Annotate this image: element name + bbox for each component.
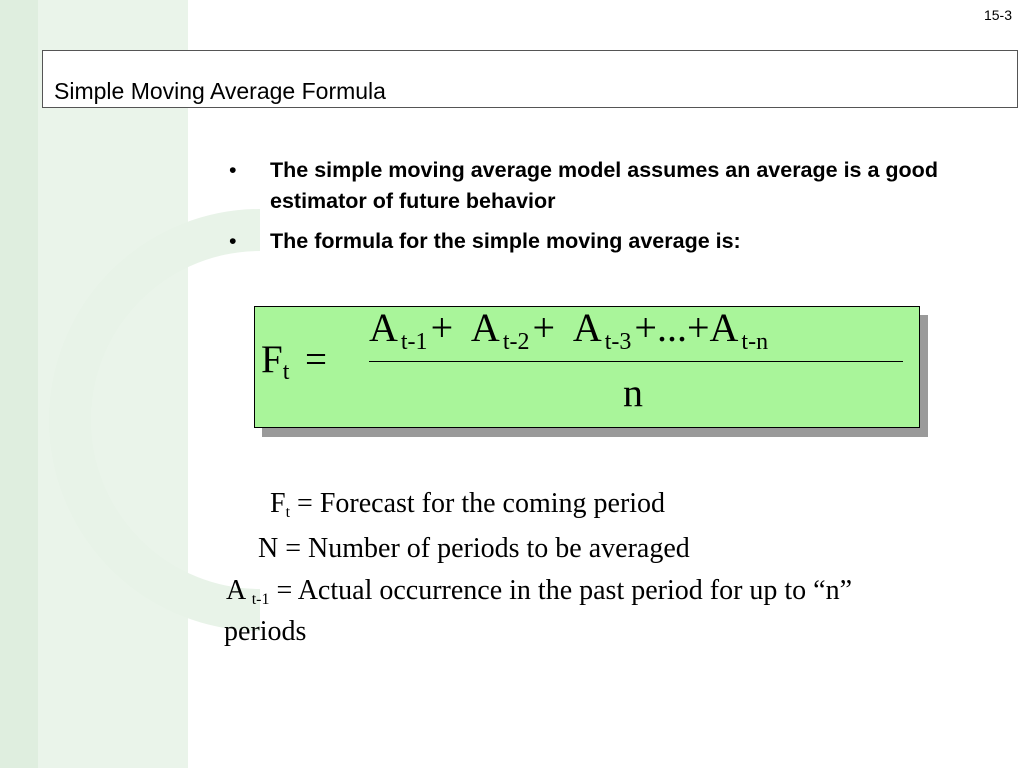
bullet-dot-icon: •	[229, 158, 237, 182]
def-text: = Actual occurrence in the past period for up to “n”	[276, 575, 853, 606]
term-sub: t-2	[502, 329, 530, 355]
def-var: F	[270, 488, 286, 519]
def-text: = Number of periods to be averaged	[285, 533, 690, 564]
def-var: N	[258, 533, 279, 564]
definition-actual-occurrence	[226, 575, 852, 609]
formula-lhs	[261, 337, 289, 386]
term-sub: t-n	[741, 329, 769, 355]
formula-box	[254, 306, 920, 428]
bullet-text: The formula for the simple moving average is:	[270, 229, 741, 253]
bullet-item	[226, 226, 966, 257]
slide-title: Simple Moving Average Formula	[54, 78, 386, 104]
bullet-item	[226, 155, 966, 217]
def-sub: t	[285, 504, 291, 521]
bullet-dot-icon: •	[229, 229, 237, 253]
page-number: 15-3	[983, 7, 1012, 23]
term-var: A	[709, 305, 739, 350]
bullet-list	[226, 155, 966, 266]
formula-denominator: n	[623, 370, 643, 415]
term-op: +	[532, 305, 556, 350]
def-sub: t-1	[251, 591, 270, 608]
term-op: +...+	[634, 305, 710, 350]
term-op: +	[430, 305, 454, 350]
title-box	[42, 50, 1018, 108]
term-var: A	[369, 305, 398, 350]
formula-lhs-sub: t	[282, 359, 290, 385]
def-var: A	[226, 575, 245, 606]
definition-number-of-periods	[258, 533, 690, 565]
term-var: A	[470, 305, 500, 350]
formula-equals: =	[305, 338, 327, 381]
fraction-bar	[369, 361, 903, 362]
definition-actual-continuation: periods	[224, 616, 307, 647]
term-sub: t-3	[604, 329, 632, 355]
def-text: = Forecast for the coming period	[297, 488, 666, 519]
term-var: A	[572, 305, 602, 350]
formula-numerator	[369, 304, 771, 355]
term-sub: t-1	[400, 329, 428, 355]
formula-lhs-var: F	[261, 338, 283, 381]
definition-forecast	[270, 488, 665, 522]
bullet-text: The simple moving average model assumes an average is a good estimator of future behavior	[270, 158, 938, 213]
